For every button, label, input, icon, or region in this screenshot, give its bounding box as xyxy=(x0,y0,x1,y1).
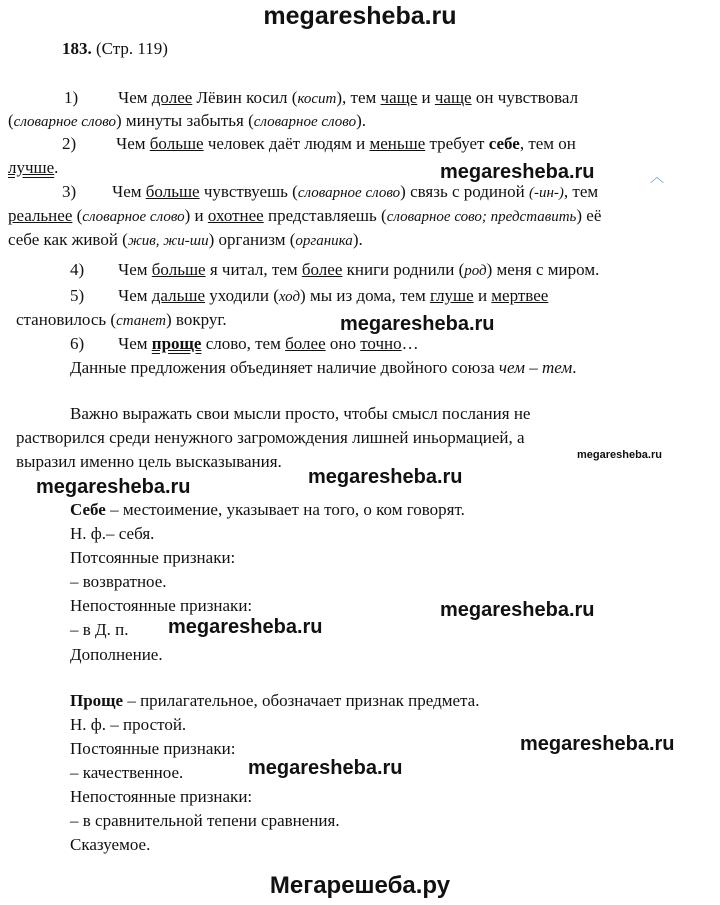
sebe-heading xyxy=(70,500,465,520)
note: словарное слово xyxy=(253,114,357,130)
watermark: megaresheba.ru xyxy=(168,616,323,638)
text: ) вокруг. xyxy=(166,310,227,329)
sentence-number: 3) xyxy=(62,182,77,201)
sentence-6 xyxy=(70,334,419,354)
text: ) минуты забытья ( xyxy=(116,111,254,130)
sebe-nonconstant-heading: Непостоянные признаки: xyxy=(70,596,253,615)
note: словарное слово xyxy=(13,114,117,130)
text: . xyxy=(54,158,59,177)
text: ) организм ( xyxy=(208,230,296,249)
text: слово, тем xyxy=(201,334,286,353)
sentence-3-line-3 xyxy=(8,230,363,251)
sentence-2-line-2 xyxy=(8,158,58,178)
sentence-number: 2) xyxy=(62,134,77,153)
underlined-word: глуше xyxy=(429,286,474,305)
text: он чувствовал xyxy=(471,88,579,107)
underlined-word: меньше xyxy=(369,134,426,153)
sentence-5-line-1 xyxy=(70,286,548,307)
text: Чем xyxy=(116,134,150,153)
text: ( xyxy=(72,206,83,225)
underlined-word: чаще xyxy=(434,88,472,107)
underlined-word: точно xyxy=(360,334,402,353)
text: уходили ( xyxy=(205,286,279,305)
text: ( xyxy=(8,111,14,130)
text: – местоимение, указывает на того, о ком говорят. xyxy=(105,500,465,519)
watermark: megaresheba.ru xyxy=(577,449,662,461)
underlined-word: лучше xyxy=(8,158,55,177)
note: косит xyxy=(297,91,337,107)
text: ). xyxy=(352,230,363,249)
text: себе как живой ( xyxy=(8,230,128,249)
underlined-word: мертвее xyxy=(491,286,549,305)
sebe-role: Дополнение. xyxy=(70,645,163,664)
sentence-5-line-2 xyxy=(16,310,227,331)
text: представляешь ( xyxy=(263,206,387,225)
italic-text: чем – тем xyxy=(498,358,573,377)
text: книги роднили ( xyxy=(342,260,465,279)
proshe-constant-value: – качественное. xyxy=(70,763,184,782)
sentence-number: 4) xyxy=(70,260,85,279)
sebe-constant-heading: Потсоянные признаки: xyxy=(70,548,236,567)
watermark: megaresheba.ru xyxy=(248,757,403,779)
proshe-role: Сказуемое. xyxy=(70,835,151,854)
watermark: megaresheba.ru xyxy=(520,733,675,755)
underlined-word: более xyxy=(285,334,326,353)
watermark: megaresheba.ru xyxy=(36,476,191,498)
note: словарное сово; представить xyxy=(386,209,577,225)
text: и xyxy=(417,88,435,107)
watermark-bottom: Мегарешеба.ру xyxy=(269,872,451,899)
underlined-word: реальнее xyxy=(8,206,73,225)
underlined-word: более xyxy=(301,260,343,279)
underlined-word: проще xyxy=(151,334,202,353)
sentence-3-line-1 xyxy=(62,182,598,203)
watermark-top: megaresheba.ru xyxy=(263,2,457,30)
underlined-word: долее xyxy=(151,88,193,107)
sentence-3-line-2 xyxy=(8,206,601,227)
sebe-constant-value: – возвратное. xyxy=(70,572,167,591)
text: требует xyxy=(425,134,489,153)
text: человек даёт людям и xyxy=(203,134,370,153)
bold-word: Себе xyxy=(70,500,106,519)
proshe-initial-form: Н. ф. – простой. xyxy=(70,715,187,734)
underlined-word: больше xyxy=(149,134,204,153)
proshe-heading xyxy=(70,691,479,711)
paragraph-line-2: растворился среди ненужного загромождения лишней иньормацией, а xyxy=(16,428,525,447)
text: – прилагательное, обозначает признак предмета. xyxy=(123,691,480,710)
text: . xyxy=(572,358,577,377)
text: ) меня с миром. xyxy=(486,260,600,279)
text: ) связь с родиной xyxy=(400,182,529,201)
watermark: megaresheba.ru xyxy=(440,599,595,621)
exercise-header xyxy=(62,39,168,59)
underlined-word: больше xyxy=(145,182,200,201)
text: Чем xyxy=(118,286,152,305)
text: Чем xyxy=(118,88,152,107)
text: , тем xyxy=(563,182,599,201)
page-reference: (Стр. 119) xyxy=(96,39,168,58)
text: ). xyxy=(356,111,366,130)
sentence-number: 5) xyxy=(70,286,85,305)
underlined-word: охотнее xyxy=(207,206,264,225)
underlined-word: чаще xyxy=(380,88,418,107)
sentence-1-line-1 xyxy=(64,88,578,109)
proshe-nonconstant-value: – в сравнительной тепени сравнения. xyxy=(70,811,340,830)
sentence-number: 6) xyxy=(70,334,85,353)
text: Чем xyxy=(118,260,152,279)
text: и xyxy=(473,286,492,305)
text: становилось ( xyxy=(16,310,117,329)
bold-word: Проще xyxy=(70,691,124,710)
sentence-1-line-2 xyxy=(8,111,366,132)
text: … xyxy=(401,334,419,353)
text: Данные предложения объединяет наличие двойного союза xyxy=(70,358,499,377)
caret-mark-icon: ︿ xyxy=(650,171,664,186)
text: ) и xyxy=(184,206,208,225)
sentence-4 xyxy=(70,260,599,281)
text: ) её xyxy=(576,206,602,225)
watermark: megaresheba.ru xyxy=(308,466,463,488)
note: жив, жи-ши xyxy=(127,233,209,249)
exercise-number: 183. xyxy=(62,39,92,58)
paragraph-line-1: Важно выражать свои мысли просто, чтобы смысл послания не xyxy=(70,404,531,423)
note: (-ин-) xyxy=(528,185,564,201)
paragraph-line-3: выразил именно цель высказывания. xyxy=(16,452,282,471)
note: род xyxy=(464,263,487,279)
note: станет xyxy=(116,313,166,329)
watermark: megaresheba.ru xyxy=(440,161,595,183)
text: ) мы из дома, тем xyxy=(300,286,430,305)
sebe-nonconstant-value: – в Д. п. xyxy=(70,620,129,639)
sentence-2-line-1 xyxy=(62,134,576,154)
text: Чем xyxy=(112,182,146,201)
text: я читал, тем xyxy=(205,260,302,279)
sentence-number: 1) xyxy=(64,88,79,107)
underlined-word: больше xyxy=(151,260,206,279)
text: оно xyxy=(325,334,361,353)
union-statement xyxy=(70,358,576,378)
sebe-initial-form: Н. ф.– себя. xyxy=(70,524,155,543)
text: ), тем xyxy=(336,88,381,107)
bold-word: себе xyxy=(488,134,520,153)
note: словарное слово xyxy=(297,185,401,201)
proshe-nonconstant-heading: Непостоянные признаки: xyxy=(70,787,253,806)
text: Лёвин косил ( xyxy=(192,88,298,107)
text: чувствуешь ( xyxy=(199,182,298,201)
note: словарное слово xyxy=(82,209,185,225)
note: органика xyxy=(295,233,353,249)
text: Чем xyxy=(118,334,152,353)
note: ход xyxy=(278,289,301,305)
proshe-constant-heading: Постоянные признаки: xyxy=(70,739,236,758)
watermark: megaresheba.ru xyxy=(340,313,495,335)
underlined-word: дальше xyxy=(151,286,205,305)
text: , тем он xyxy=(519,134,576,153)
